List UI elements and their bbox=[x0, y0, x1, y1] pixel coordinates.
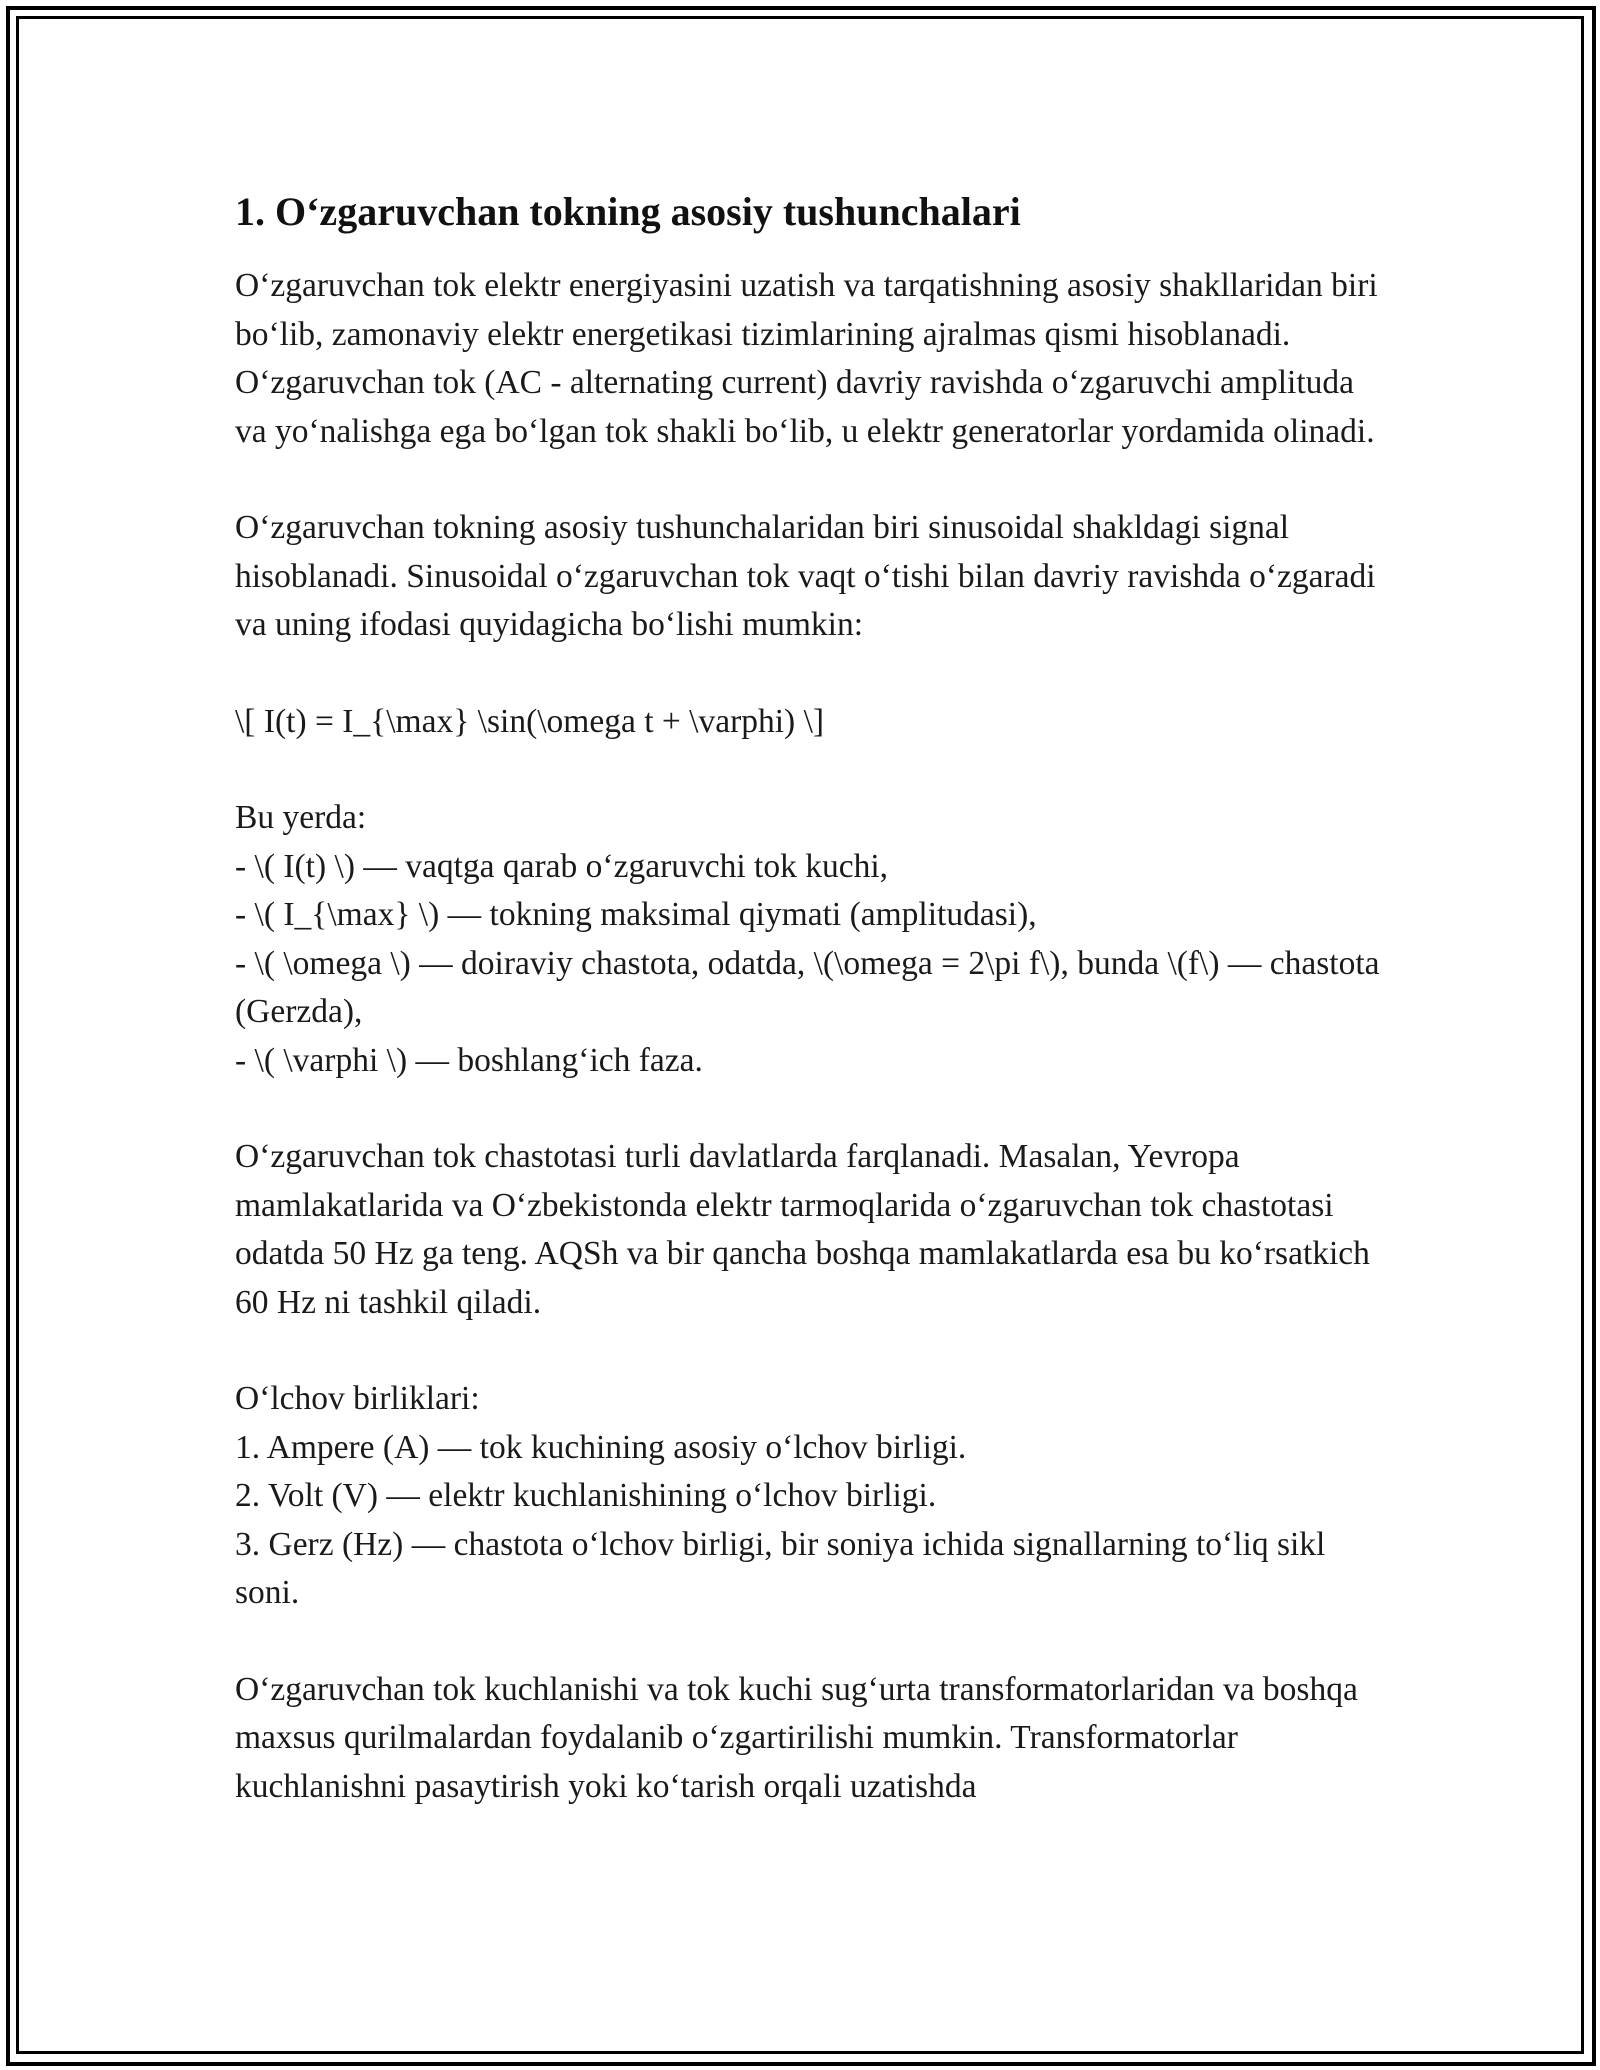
document-body bbox=[235, 186, 1385, 1859]
definitions-list bbox=[235, 794, 1385, 1085]
intro-paragraph: O‘zgaruvchan tok elektr energiyasini uzatish va tarqatishning asosiy shakllaridan biri bo‘lib, zamonaviy elektr energetikasi tizimlarining ajralmas qismi hisoblanadi. O‘zgaruvchan tok (AC - alternating current) davriy ravishda o‘zgaruvchi amplituda va yo‘nalishga ega bo‘lgan tok shakli bo‘lib, u elektr generatorlar yordamida olinadi. bbox=[235, 267, 1378, 450]
units-list bbox=[235, 1375, 1385, 1618]
section-heading: 1. O‘zgaruvchan tokning asosiy tushunchalari bbox=[235, 189, 1021, 234]
definition-item: - \( \omega \) — doiraviy chastota, odatda, \(\omega = 2\pi f\), bunda \(f\) — chastota (Gerzda), bbox=[235, 944, 1380, 1030]
unit-item: 2. Volt (V) — elektr kuchlanishining o‘lchov birligi. bbox=[235, 1477, 937, 1514]
unit-item: 3. Gerz (Hz) — chastota o‘lchov birligi, bir soniya ichida signallarning to‘liq sikl soni. bbox=[235, 1525, 1326, 1611]
unit-item: 1. Ampere (A) — tok kuchining asosiy o‘lchov birligi. bbox=[235, 1428, 967, 1466]
definition-item: - \( \varphi \) — boshlang‘ich faza. bbox=[235, 1041, 703, 1079]
definition-item: - \( I_{\max} \) — tokning maksimal qiymati (amplitudasi), bbox=[235, 896, 1037, 933]
definition-item: - \( I(t) \) — vaqtga qarab o‘zgaruvchi tok kuchi, bbox=[235, 847, 889, 885]
formula: \[ I(t) = I_{\max} \sin(\omega t + \varphi) \] bbox=[235, 702, 825, 740]
frequency-paragraph: O‘zgaruvchan tok chastotasi turli davlatlarda farqlanadi. Masalan, Yevropa mamlakatlarida va O‘zbekistonda elektr tarmoqlarida o‘zgaruvchan tok chastotasi odatda 50 Hz ga teng. AQSh va bir qancha boshqa mamlakatlarda esa bu ko‘rsatkich 60 Hz ni tashkil qiladi. bbox=[235, 1138, 1370, 1321]
sinusoidal-paragraph: O‘zgaruvchan tokning asosiy tushunchalaridan biri sinusoidal shakldagi signal hisoblanadi. Sinusoidal o‘zgaruvchan tok vaqt o‘tishi bilan davriy ravishda o‘zgaradi va uning ifodasi quyidagicha bo‘lishi mumkin: bbox=[235, 509, 1376, 643]
definitions-intro: Bu yerda: bbox=[235, 799, 367, 836]
transformer-paragraph: O‘zgaruvchan tok kuchlanishi va tok kuchi sug‘urta transformatorlaridan va boshqa maxsus qurilmalardan foydalanib o‘zgartirilishi mumkin. Transformatorlar kuchlanishni pasaytirish yoki ko‘tarish orqali uzatishda bbox=[235, 1670, 1358, 1805]
units-intro: O‘lchov birliklari: bbox=[235, 1380, 480, 1417]
